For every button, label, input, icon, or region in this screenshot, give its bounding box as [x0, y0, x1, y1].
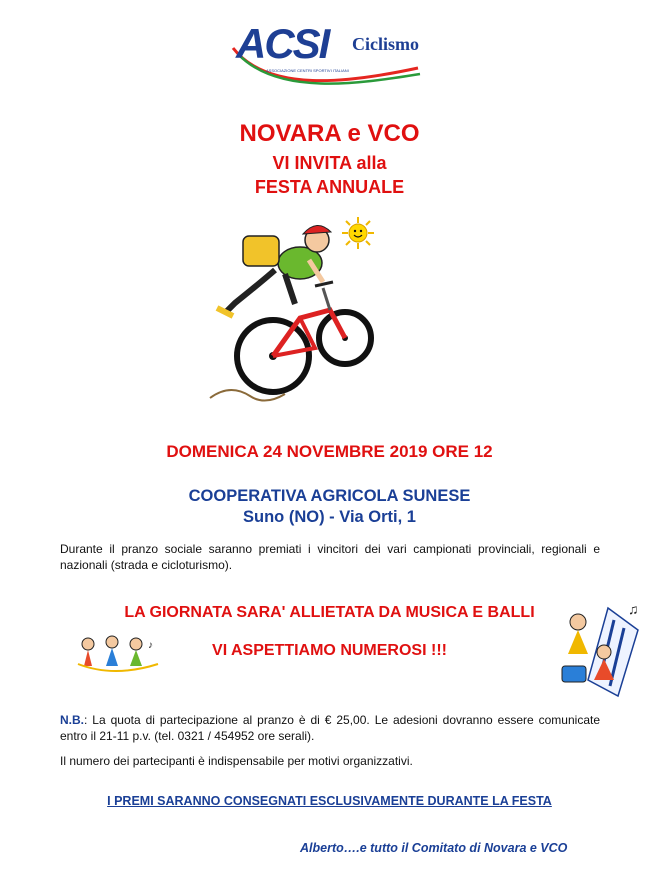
event-venue: COOPERATIVA AGRICOLA SUNESE	[188, 487, 471, 505]
nb-paragraph	[60, 712, 600, 744]
title-organizer: NOVARA e VCO	[239, 120, 420, 147]
title-event: FESTA ANNUALE	[254, 177, 405, 197]
dancing-kids-icon	[74, 634, 160, 682]
welcome-message: VI ASPETTIAMO NUMEROSI !!!	[212, 642, 447, 659]
title-invite: VI INVITA alla	[272, 153, 387, 173]
sun-icon	[341, 216, 375, 250]
prizes-notice: I PREMI SARANNO CONSEGNATI ESCLUSIVAMENTE DURANTE LA FESTA	[107, 794, 552, 808]
logo-brand: ACSI	[236, 20, 329, 67]
nb-text: : La quota di partecipazione al pranzo è di € 25,00. Le adesioni dovranno essere comunicate entro il 21-11 p.v. (tel. 0321 / 454952 ore serali).	[60, 713, 600, 743]
signature: Alberto….e tutto il Comitato di Novara e VCO	[300, 841, 568, 855]
nb-label: N.B.	[60, 713, 84, 727]
event-date: DOMENICA 24 NOVEMBRE 2019 ORE 12	[166, 442, 493, 461]
music-announcement: LA GIORNATA SARA' ALLIETATA DA MUSICA E BALLI	[124, 604, 535, 621]
intro-paragraph: Durante il pranzo sociale saranno premiati i vincitori dei vari campionati provinciali, regionali e nazionali (strada e cicloturismo).	[60, 542, 600, 572]
acsi-logo	[228, 18, 428, 88]
participants-note: Il numero dei partecipanti è indispensabile per motivi organizzativi.	[60, 754, 413, 768]
svg-text:♪: ♪	[148, 640, 153, 651]
event-address: Suno (NO) - Via Orti, 1	[243, 508, 416, 526]
music-kids-icon	[548, 600, 644, 698]
logo-subtitle: Ciclismo	[352, 34, 419, 54]
logo-tagline: ASSOCIAZIONE CENTRI SPORTIVI ITALIANI	[266, 68, 349, 73]
svg-text:♫: ♫	[628, 601, 639, 617]
